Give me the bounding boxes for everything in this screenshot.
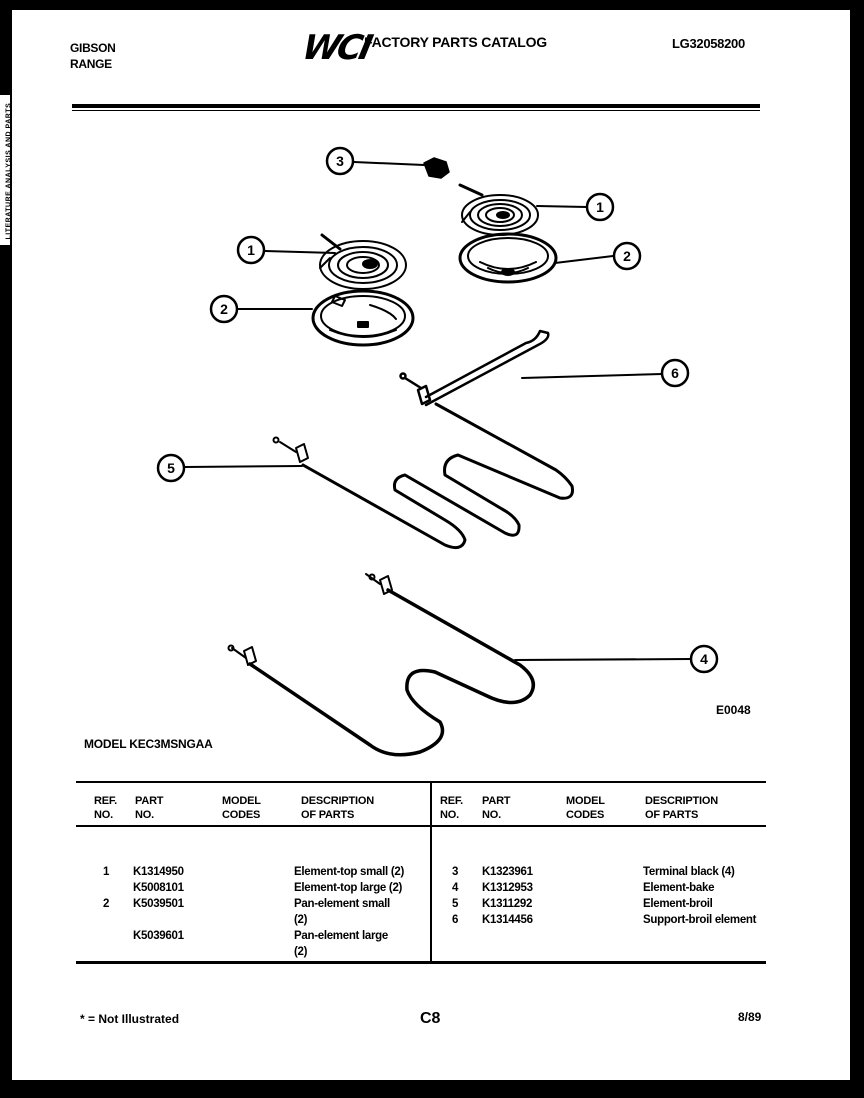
table-cell-desc: Terminal black (4) <box>643 866 735 878</box>
catalog-code: LG32058200 <box>672 36 745 51</box>
table-cell-part: K5039501 <box>133 898 184 910</box>
table-cell-ref: 6 <box>452 914 459 926</box>
callout-6: 6 <box>671 365 679 381</box>
wci-logo: WCI <box>298 28 374 68</box>
callout-2-left: 2 <box>220 301 228 317</box>
table-cell-ref <box>103 880 123 896</box>
revision-date: 8/89 <box>738 1010 762 1024</box>
table-top-rule <box>76 781 766 783</box>
footer-note: * = Not Illustrated <box>80 1012 180 1026</box>
table-column-divider <box>430 781 432 964</box>
table-cell-desc: Element-bake <box>643 882 715 894</box>
left-desc-column <box>294 864 404 960</box>
pan-element-small-part <box>313 291 413 345</box>
header-description-left: DESCRIPTION OF PARTS <box>301 795 374 821</box>
table-cell-part: K1314456 <box>482 914 533 926</box>
table-cell-desc: Element-top small (2) <box>294 866 404 878</box>
callout-4: 4 <box>700 651 708 667</box>
header-model-codes-left: MODEL CODES <box>222 795 261 821</box>
table-cell-desc: (2) <box>294 946 308 958</box>
header-ref-no-right: REF. NO. <box>440 795 464 821</box>
product-type: RANGE <box>70 57 112 71</box>
element-broil-part <box>274 404 573 548</box>
table-cell-part: K5008101 <box>133 882 184 894</box>
element-bake-part <box>229 574 534 755</box>
callout-5: 5 <box>167 460 175 476</box>
header-description-right: DESCRIPTION OF PARTS <box>645 795 718 821</box>
callout-3: 3 <box>336 153 344 169</box>
left-ref-column <box>103 864 123 912</box>
table-cell-desc: Pan-element small <box>294 898 390 910</box>
right-part-column <box>482 864 533 928</box>
table-cell-part: K1312953 <box>482 882 533 894</box>
callout-2-right: 2 <box>623 248 631 264</box>
table-cell-desc: Support-broil element <box>643 914 757 926</box>
header-model-codes-right: MODEL CODES <box>566 795 605 821</box>
callout-circles <box>158 148 717 672</box>
right-desc-column <box>643 864 756 928</box>
callout-1-left: 1 <box>247 242 255 258</box>
header-ref-no-left: REF. NO. <box>94 795 118 821</box>
header-part-no-left: PART NO. <box>135 795 164 821</box>
header-part-no-right: PART NO. <box>482 795 511 821</box>
table-cell-part: K1311292 <box>482 898 533 910</box>
table-cell-desc: Element-broil <box>643 898 713 910</box>
left-part-column <box>133 864 184 944</box>
pan-element-large-part <box>460 234 556 282</box>
callout-1-right: 1 <box>596 199 604 215</box>
model-number: MODEL KEC3MSNGAA <box>84 737 213 751</box>
brand-name: GIBSON <box>70 41 116 55</box>
side-strip-text: LITERATURE ANALYSIS AND PARTS <box>5 102 13 240</box>
table-cell-part: K1323961 <box>482 866 533 878</box>
table-cell-desc: Element-top large (2) <box>294 882 403 894</box>
table-cell-ref: 3 <box>452 866 459 878</box>
catalog-title: FACTORY PARTS CATALOG <box>364 34 547 50</box>
leader-lines <box>185 162 691 660</box>
table-cell-part <box>133 912 184 928</box>
table-cell-part: K5039601 <box>133 930 184 942</box>
table-cell-part: K1314950 <box>133 866 184 878</box>
page-number: C8 <box>420 1010 441 1027</box>
element-top-large-part <box>460 185 538 235</box>
support-broil-element-part <box>401 331 549 405</box>
table-bottom-rule <box>76 961 766 964</box>
table-cell-ref: 2 <box>103 898 110 910</box>
table-cell-ref: 5 <box>452 898 459 910</box>
table-cell-ref: 1 <box>103 866 110 878</box>
table-cell-desc: (2) <box>294 914 308 926</box>
table-header-rule <box>76 825 766 827</box>
right-ref-column <box>452 864 458 928</box>
table-cell-desc: Pan-element large <box>294 930 388 942</box>
terminal-block-part <box>424 158 449 178</box>
drawing-code: E0048 <box>716 703 751 717</box>
table-cell-ref: 4 <box>452 882 459 894</box>
element-top-small-part <box>320 235 406 289</box>
